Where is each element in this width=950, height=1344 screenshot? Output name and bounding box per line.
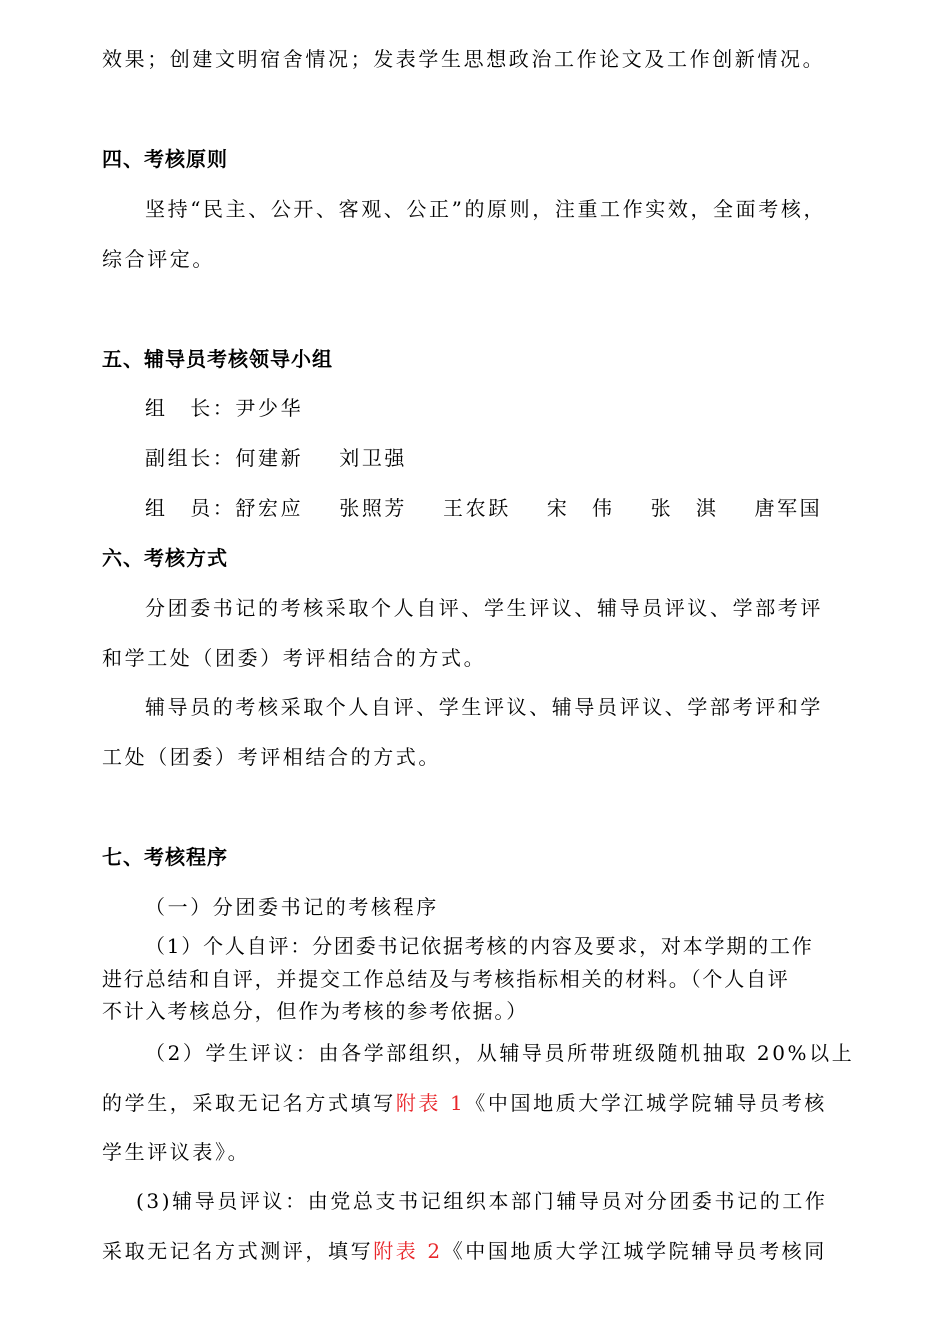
members-row [145,496,822,520]
member-name: 唐军国 [754,496,823,520]
section-heading-5: 五、辅导员考核领导小组 [102,347,333,371]
text-span: 的学生，采取无记名方式填写 [102,1091,396,1115]
deputy-name: 何建新 [235,446,304,470]
subsection-title: （一）分团委书记的考核程序 [145,895,439,919]
paragraph-line: 效果；创建文明宿舍情况；发表学生思想政治工作论文及工作创新情况。 [102,47,826,71]
leader-name: 尹少华 [235,396,304,420]
paragraph-line: 分团委书记的考核采取个人自评、学生评议、辅导员评议、学部考评 [145,596,823,620]
member-name: 张 淇 [650,496,719,520]
section-heading-4: 四、考核原则 [102,147,228,171]
leader-row [145,396,303,420]
appendix-2-link[interactable]: 附表 2 [373,1239,443,1263]
text-span: 《中国地质大学江城学院辅导员考核 [465,1091,827,1115]
deputy-label: 副组长： [145,446,236,470]
paragraph-line: （2）学生评议：由各学部组织，从辅导员所带班级随机抽取 20%以上 [145,1041,855,1065]
paragraph-line: 辅导员的考核采取个人自评、学生评议、辅导员评议、学部考评和学 [145,695,823,719]
paragraph-line [102,1091,827,1115]
paragraph-line: 综合评定。 [102,247,215,271]
leader-label: 组 长： [145,396,236,420]
paragraph-line: 学生评议表》。 [102,1140,251,1164]
paragraph-line: （1）个人自评：分团委书记依据考核的内容及要求，对本学期的工作 [145,934,814,958]
paragraph-line: 和学工处（团委）考评相结合的方式。 [102,646,487,670]
section-heading-6: 六、考核方式 [102,546,228,570]
member-name: 宋 伟 [546,496,615,520]
deputy-name: 刘卫强 [339,446,408,470]
member-label: 组 员： [145,496,236,520]
section-heading-7: 七、考核程序 [102,845,228,869]
paragraph-line [102,1239,827,1263]
paragraph-line: 工处（团委）考评相结合的方式。 [102,745,441,769]
paragraph-line: 不计入考核总分，但作为考核的参考依据。） [102,999,528,1023]
text-span: 采取无记名方式测评，填写 [102,1239,374,1263]
appendix-1-link[interactable]: 附表 1 [395,1091,466,1115]
member-name: 舒宏应 [235,496,304,520]
paragraph-line: 坚持“民主、公开、客观、公正”的原则，注重工作实效，全面考核， [145,197,827,221]
deputy-row [145,446,407,470]
member-name: 张照芳 [339,496,408,520]
paragraph-line: (3)辅导员评议：由党总支书记组织本部门辅导员对分团委书记的工作 [136,1189,828,1213]
member-name: 王农跃 [443,496,511,520]
paragraph-line: 进行总结和自评，并提交工作总结及与考核指标相关的材料。（个人自评 [102,967,790,991]
text-span: 《中国地质大学江城学院辅导员考核同 [442,1239,827,1263]
